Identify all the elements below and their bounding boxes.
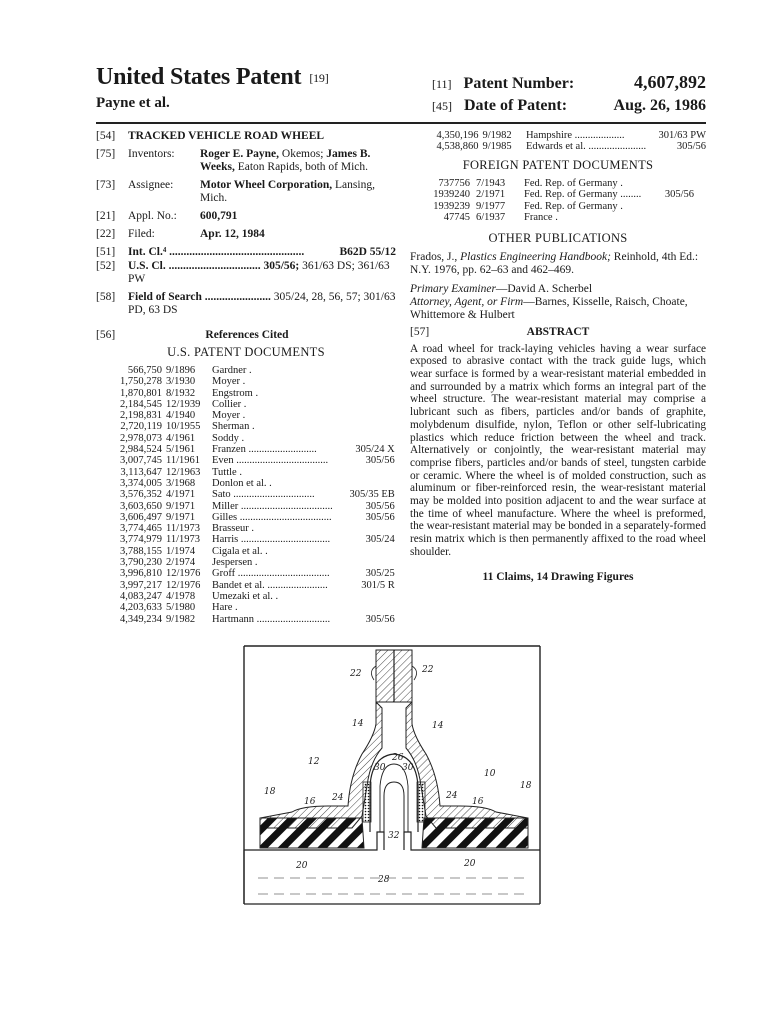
other-pubs-author: Frados, J., (410, 250, 461, 263)
us-ref-row (96, 523, 395, 534)
us-ref-row-cls: 301/5 R (361, 579, 395, 591)
abstract-text: A road wheel for track-laying vehicles having a wear surface exposed to abrasive contact with the track guide lugs, which wear surface is formed by a wear-resistant material embedded in and surrounded by a matrix which forms an integral part of the wheel structure. The wear-resistant material may comprise a lubricant such as fibers, particles and/or bands of graphite, molybdenum disulfide, nylon, Teflon or other self-lubricating plastics which reduce friction between the wheel and track. Alternatively or conjointly, the wear-resistant material may comprise fibers, particles and/or bands of steel, tungsten carbide or ceramic. Where the wheel is of molded construction, such as aluminum or fiber-reinforced resin, the wear-resistant material may be molded into position adjacent to and the wear surface at the time of wheel manufacture. Where the wheel is preformed, the wear-resistant material may be bonded in a separately-formed resin matrix which is then permanently affixed to the road wheel shoulder. (410, 342, 706, 558)
field-filed-value: Apr. 12, 1984 (200, 228, 265, 240)
us-ref-row-date: 11/1973 (166, 534, 201, 546)
us-ref-row-date: 12/1976 (166, 568, 201, 580)
us-ref-row-date: 3/1968 (166, 477, 196, 489)
us-ref-row-name: Gilles ................................... (212, 511, 332, 523)
us-ref-row-date: 9/1985 (482, 141, 512, 153)
foreign-ref-row-num: 1939240 (433, 189, 470, 201)
us-ref-row-name: Edwards et al. ...................... (525, 141, 647, 153)
us-ref-row-cls (333, 478, 395, 489)
field-refs-code: [56] (96, 329, 116, 341)
us-ref-row (96, 478, 395, 489)
us-ref-row-name: Collier . (212, 398, 247, 410)
label-28: 28 (378, 875, 390, 885)
us-ref-row (96, 568, 395, 579)
patent-number-code: [11] (432, 77, 452, 91)
us-ref-row-name: Cigala et al. . (212, 545, 268, 557)
foreign-ref-row (422, 212, 694, 224)
us-ref-row-date: 9/1982 (166, 613, 196, 625)
us-ref-row-name: Donlon et al. . (212, 477, 272, 489)
foreign-ref-row-cls: 305/56 (664, 189, 694, 201)
us-ref-row-date: 4/1961 (166, 432, 196, 444)
us-ref-row (96, 467, 395, 478)
abstract-heading: ABSTRACT (526, 325, 590, 338)
us-ref-row (96, 602, 395, 613)
us-ref-row-name: Groff ................................... (212, 568, 330, 580)
us-ref-row-num: 3,774,979 (120, 534, 162, 546)
patent-number-label: Patent Number: (463, 75, 575, 92)
us-ref-row (96, 512, 395, 523)
us-ref-row (96, 580, 395, 591)
label-30-right: 30 (402, 763, 414, 773)
us-ref-row-cls: 305/56 (365, 455, 395, 467)
us-ref-row-name: Brasseur . (212, 523, 254, 535)
us-ref-row (96, 444, 395, 455)
foreign-ref-row-date: 6/1937 (476, 212, 506, 224)
us-ref-row-num: 4,203,633 (120, 602, 162, 614)
foreign-ref-row-num: 47745 (443, 212, 470, 224)
us-ref-row-name: Harris .................................. (212, 534, 331, 546)
us-ref-row-cls (333, 365, 395, 376)
us-ref-row (96, 433, 395, 444)
us-ref-row-date: 1/1974 (166, 545, 196, 557)
us-ref-row-date: 3/1930 (166, 376, 196, 388)
field-inventors-code: [75] (96, 148, 116, 160)
field-appl-no (96, 210, 396, 223)
foreign-ref-row-date: 7/1943 (476, 177, 506, 189)
us-ref-row-cls: 305/56 (365, 511, 395, 523)
us-ref-row (96, 546, 395, 557)
us-ref-row-num: 2,198,831 (120, 410, 162, 422)
label-30-left: 30 (374, 763, 386, 773)
us-ref-row-num: 3,774,465 (120, 523, 162, 535)
label-14-left: 14 (352, 719, 364, 729)
date-label: Date of Patent: (464, 97, 568, 114)
us-ref-row (96, 376, 395, 387)
field-search-label: Field of Search ....................... (128, 291, 271, 303)
us-ref-row-cls: 305/35 EB (349, 489, 395, 501)
label-20-right: 20 (464, 859, 476, 869)
right-column (410, 130, 706, 584)
wheel-body (260, 702, 528, 832)
foreign-ref-row-cls (654, 178, 694, 190)
us-ref-row-name: Miller ................................... (212, 500, 333, 512)
us-ref-row-date: 12/1963 (166, 466, 201, 478)
left-column (96, 130, 396, 625)
foreign-ref-row-date: 9/1977 (476, 200, 506, 212)
us-ref-row-name: Hampshire ................... (525, 130, 625, 141)
us-ref-row-cls (333, 591, 395, 602)
us-ref-row-cls (333, 410, 395, 421)
us-ref-row (96, 399, 395, 410)
us-ref-row-name: Even ................................... (212, 455, 329, 467)
us-ref-row (96, 410, 395, 421)
us-ref-row-num: 3,007,745 (120, 455, 162, 467)
inventor-name-1: Roger E. Payne, (200, 148, 280, 160)
label-32: 32 (388, 831, 400, 841)
us-ref-row-cls (333, 546, 395, 557)
us-ref-row-name: Sato ............................... (212, 489, 315, 501)
field-uscl-line (128, 260, 396, 286)
us-ref-row-date: 9/1982 (482, 130, 512, 141)
patent-title-code: [19] (309, 70, 329, 85)
examiner-block (410, 283, 706, 322)
us-ref-row (96, 489, 395, 500)
hub-flange (371, 650, 416, 702)
foreign-ref-row-name: Fed. Rep. of Germany ........ (524, 189, 642, 201)
us-docs-heading: U.S. PATENT DOCUMENTS (167, 345, 325, 359)
foreign-ref-row-cls (654, 201, 694, 213)
field-appl-code: [21] (96, 210, 116, 222)
us-ref-row-num: 3,996,810 (120, 568, 162, 580)
primary-examiner-value: —David A. Scherbel (495, 282, 593, 295)
field-appl-value: 600,791 (200, 210, 238, 222)
us-ref-row-date: 11/1961 (166, 455, 201, 467)
field-refs (96, 329, 396, 342)
foreign-ref-row (422, 189, 694, 201)
us-ref-row-cls (333, 467, 395, 478)
field-search-code: [58] (96, 291, 116, 303)
field-assignee-label: Assignee: (128, 179, 174, 191)
us-ref-row-name: Franzen .......................... (212, 444, 317, 456)
us-ref-row-num: 4,083,247 (120, 590, 162, 602)
us-ref-row-num: 3,374,005 (120, 477, 162, 489)
field-title-value: TRACKED VEHICLE ROAD WHEEL (128, 130, 325, 142)
field-search-line (128, 291, 396, 317)
us-ref-row (96, 388, 395, 399)
us-ref-row (96, 591, 395, 602)
us-ref-row-name: Tuttle . (212, 466, 242, 478)
foreign-ref-row (422, 178, 694, 190)
field-title-code: [54] (96, 130, 116, 142)
assignee-name: Motor Wheel Corporation, (200, 179, 333, 191)
field-inventors-value (200, 148, 396, 174)
us-ref-row-cls (333, 421, 395, 432)
foreign-refs-table (422, 178, 694, 224)
abstract-code: [57] (410, 325, 430, 338)
us-ref-row-cls (333, 557, 395, 568)
primary-examiner (410, 283, 706, 296)
field-int-cl (96, 246, 396, 259)
us-ref-row (96, 614, 395, 625)
us-ref-row-cls: 305/56 (676, 141, 706, 153)
field-assignee-value (200, 179, 396, 205)
field-uscl-label: U.S. Cl. ................................ (128, 260, 261, 272)
us-ref-row-num: 3,113,647 (120, 466, 162, 478)
field-search-value: 305/24, 28, 56, 57; 301/63 PD, 63 DS (128, 291, 396, 316)
us-ref-row-cls: 305/24 X (355, 444, 395, 456)
us-ref-row (96, 421, 395, 432)
label-20-left: 20 (296, 861, 308, 871)
header-rule (96, 122, 706, 124)
label-24-right: 24 (446, 791, 458, 801)
us-ref-row-date: 9/1971 (166, 500, 196, 512)
date-code: [45] (432, 99, 452, 113)
us-ref-row-cls (333, 602, 395, 613)
us-ref-row-date: 12/1939 (166, 398, 201, 410)
field-filed-code: [22] (96, 228, 116, 240)
label-12: 12 (308, 757, 320, 767)
field-assignee-code: [73] (96, 179, 116, 191)
label-18-right: 18 (520, 781, 532, 791)
us-ref-row-name: Sherman . (212, 421, 255, 433)
us-ref-row-date: 12/1976 (166, 579, 201, 591)
us-ref-row-num: 4,349,234 (120, 613, 162, 625)
foreign-ref-row-num: 737756 (438, 177, 470, 189)
us-ref-row-num: 3,606,497 (120, 511, 162, 523)
us-refs-cont-table (416, 130, 706, 153)
us-ref-row-name: Jespersen . (212, 557, 258, 569)
us-ref-row-date: 4/1971 (166, 489, 196, 501)
us-ref-row (96, 534, 395, 545)
us-ref-row-cls (333, 433, 395, 444)
us-ref-row-date: 11/1973 (166, 523, 201, 535)
inventor-city-2: Eaton Rapids, both of Mich. (234, 161, 369, 173)
field-inventors-label: Inventors: (128, 148, 175, 160)
patent-number: 4,607,892 (634, 72, 706, 92)
patent-drawing (232, 636, 552, 916)
patent-title-text: United States Patent (96, 64, 302, 90)
us-ref-row-cls: 305/24 (365, 534, 395, 546)
us-ref-row-name: Hare . (212, 602, 238, 614)
abstract-heading-row (410, 326, 706, 339)
us-ref-row-num: 2,978,073 (120, 432, 162, 444)
us-ref-row-date: 9/1896 (166, 365, 196, 376)
foreign-ref-row-name: Fed. Rep. of Germany . (524, 177, 623, 189)
field-uscl-value-rest: 361/63 DS; 361/63 PW (128, 260, 390, 285)
us-ref-row-name: Hartmann ............................ (212, 613, 331, 625)
inventor-name-2: James B. Weeks, (200, 148, 371, 173)
drawing-svg (232, 636, 552, 911)
other-pubs-rest: Reinhold, 4th Ed.: N.Y. 1976, pp. 62–63 and 462–469. (410, 250, 699, 276)
us-ref-row-cls: 305/56 (365, 500, 395, 512)
us-ref-row-num: 3,997,217 (120, 579, 162, 591)
us-ref-row-name: Umezaki et al. . (212, 590, 279, 602)
us-ref-row-date: 5/1980 (166, 602, 196, 614)
us-refs-table (96, 365, 395, 625)
us-ref-row-num: 2,184,545 (120, 398, 162, 410)
us-ref-row-cls (333, 376, 395, 387)
us-ref-row-name: Gardner . (212, 365, 252, 376)
us-ref-row-cls: 305/25 (365, 568, 395, 580)
us-ref-row-name: Soddy . (212, 432, 245, 444)
field-intcl-value: B62D 55/12 (339, 246, 396, 258)
label-14-right: 14 (432, 721, 444, 731)
label-16-left: 16 (304, 797, 316, 807)
field-refs-label: References Cited (205, 329, 289, 341)
us-ref-row-name: Moyer . (212, 410, 246, 422)
us-ref-row (96, 455, 395, 466)
us-ref-row-name: Bandet et al. ....................... (212, 579, 328, 591)
us-ref-row-date: 5/1961 (166, 444, 196, 456)
inventor-short: Payne et al. (96, 95, 170, 111)
date-value: Aug. 26, 1986 (613, 97, 706, 114)
label-22-left: 22 (350, 669, 362, 679)
label-24-left: 24 (332, 793, 344, 803)
other-pubs-heading: OTHER PUBLICATIONS (488, 230, 628, 245)
foreign-ref-row-date: 2/1971 (476, 189, 506, 201)
us-ref-row-date: 10/1955 (166, 421, 201, 433)
field-appl-label: Appl. No.: (128, 210, 177, 222)
us-ref-row-num: 3,576,352 (120, 489, 162, 501)
foreign-ref-row-name: France . (524, 212, 558, 224)
us-ref-row (96, 557, 395, 568)
us-ref-row-date: 4/1978 (166, 590, 196, 602)
field-uscl-value-main: 305/56; (263, 260, 300, 272)
us-ref-row-num: 4,538,860 (436, 141, 479, 153)
us-ref-row-date: 8/1932 (166, 387, 196, 399)
us-ref-row-cls (333, 399, 395, 410)
foreign-ref-row-cls (654, 212, 694, 224)
field-us-cl (96, 260, 396, 286)
us-ref-row-num: 1,870,801 (120, 387, 162, 399)
field-intcl-label: Int. Cl.⁴ ............................................... (128, 246, 305, 258)
attorney (410, 296, 706, 322)
us-ref-row (416, 141, 706, 152)
us-ref-row-cls (333, 388, 395, 399)
other-pubs-text (410, 251, 706, 277)
foreign-ref-row-num: 1939239 (433, 200, 470, 212)
us-ref-row (96, 501, 395, 512)
assignee-city: Lansing, Mich. (200, 179, 375, 204)
field-uscl-code: [52] (96, 260, 116, 272)
patent-title (96, 64, 329, 91)
attorney-label: Attorney, Agent, or Firm (410, 295, 524, 308)
field-intcl-code: [51] (96, 246, 116, 258)
us-ref-row-date: 2/1974 (166, 557, 196, 569)
field-title (96, 130, 396, 143)
us-ref-row (416, 130, 706, 141)
label-18-left: 18 (264, 787, 276, 797)
us-ref-row-date: 4/1940 (166, 410, 196, 422)
field-assignee (96, 179, 396, 205)
foreign-ref-row (422, 201, 694, 213)
us-ref-row-date: 9/1971 (166, 511, 196, 523)
other-pubs-book: Plastics Engineering Handbook; (460, 250, 611, 263)
field-search (96, 291, 396, 317)
date-row (432, 97, 706, 115)
claims-count: 11 Claims, 14 Drawing Figures (482, 570, 634, 583)
us-ref-row-cls: 301/63 PW (658, 130, 706, 141)
label-22-right: 22 (422, 665, 434, 675)
foreign-ref-row-name: Fed. Rep. of Germany . (524, 200, 623, 212)
label-16-right: 16 (472, 797, 484, 807)
label-26: 26 (392, 753, 404, 763)
us-ref-row-name: Engstrom . (212, 387, 259, 399)
us-ref-row-num: 566,750 (127, 365, 162, 376)
foreign-heading: FOREIGN PATENT DOCUMENTS (462, 157, 654, 172)
field-filed (96, 228, 396, 241)
us-ref-row-num: 4,350,196 (436, 130, 479, 141)
us-ref-row-name: Moyer . (212, 376, 246, 388)
us-ref-row-num: 3,788,155 (120, 545, 162, 557)
us-ref-row-num: 2,984,524 (120, 444, 162, 456)
label-10: 10 (484, 769, 496, 779)
us-ref-row-cls: 305/56 (365, 613, 395, 625)
us-ref-row (96, 365, 395, 376)
us-ref-row-num: 3,603,650 (120, 500, 162, 512)
patent-number-row (432, 72, 706, 93)
inventor-city-1: Okemos; (279, 148, 327, 160)
us-ref-row-num: 1,750,278 (120, 376, 162, 388)
us-ref-row-num: 2,720,119 (120, 421, 162, 433)
us-ref-row-cls (333, 523, 395, 534)
field-intcl-line (128, 246, 396, 259)
field-filed-label: Filed: (128, 228, 155, 240)
primary-examiner-label: Primary Examiner (410, 282, 496, 295)
us-ref-row-num: 3,790,230 (120, 557, 162, 569)
attorney-value: —Barnes, Kisselle, Raisch, Choate, Whittemore & Hulbert (410, 295, 688, 321)
field-inventors (96, 148, 396, 174)
